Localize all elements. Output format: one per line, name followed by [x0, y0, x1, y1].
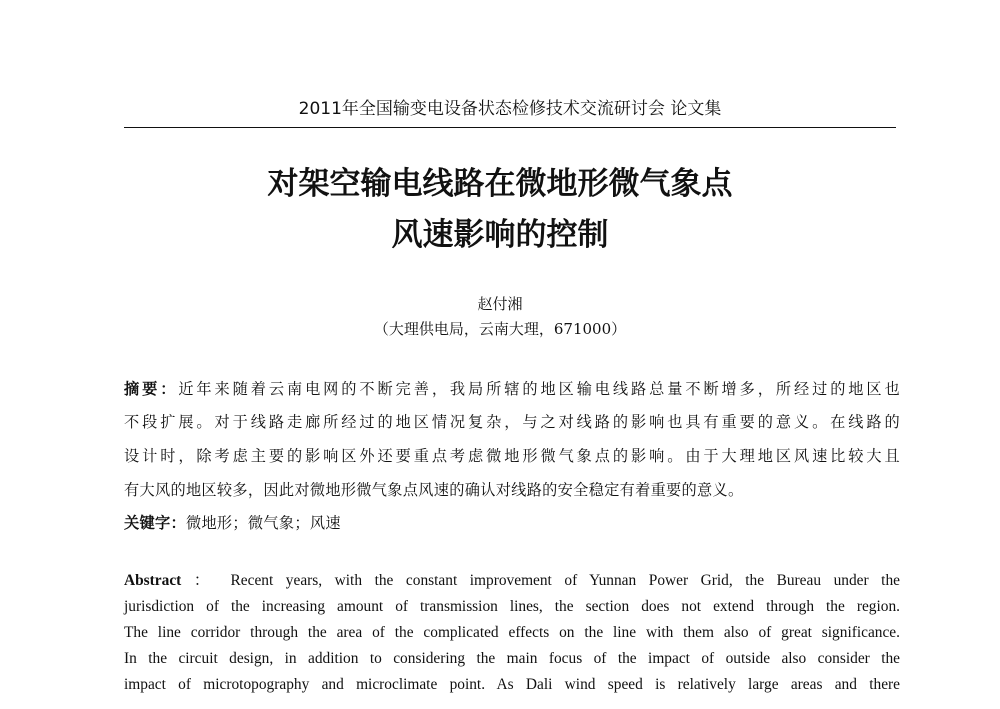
- abstract-cn-line-1: [124, 379, 900, 399]
- abstract-en-line-3: The line corridor through the area of the complicated effects on the line with them also of great significance.: [124, 624, 900, 641]
- abstract-en-label: Abstract: [124, 572, 182, 589]
- keywords-label: 关键字：: [124, 514, 186, 532]
- paper-title-line-2: 风速影响的控制: [391, 217, 609, 253]
- abstract-cn-label: 摘要：: [124, 380, 179, 398]
- abstract-cn-text: 近年来随着云南电网的不断完善，我局所辖的地区输电线路总量不断增多，所经过的地区也: [178, 380, 900, 398]
- header-rule: [124, 127, 896, 128]
- abstract-en-text: Recent years, with the constant improvement of Yunnan Power Grid, the Bureau under the: [230, 572, 900, 589]
- keywords-line: [124, 513, 900, 533]
- author-affiliation: （大理供电局，云南大理，671000）: [373, 320, 627, 338]
- keywords-value: 微地形；微气象；风速: [185, 514, 341, 532]
- abstract-en-line-4: In the circuit design, in addition to considering the main focus of the impact of outside also consider the: [124, 650, 900, 667]
- abstract-en-line-5: impact of microtopography and microclimate point. As Dali wind speed is relatively large areas and there: [124, 676, 900, 693]
- abstract-cn-line-2: 不段扩展。对于线路走廊所经过的地区情况复杂，与之对线路的影响也具有重要的意义。在线路的: [124, 413, 900, 431]
- abstract-en-line-2: jurisdiction of the increasing amount of transmission lines, the section does not extend through the region.: [124, 598, 900, 615]
- running-header: 2011年全国输变电设备状态检修技术交流研讨会 论文集: [298, 99, 722, 119]
- abstract-en-line-1: [124, 571, 900, 591]
- author-name: 赵付湘: [477, 295, 523, 313]
- abstract-en-separator: ：: [193, 572, 218, 589]
- abstract-cn-line-3: 设计时，除考虑主要的影响区外还要重点考虑微地形微气象点的影响。由于大理地区风速比较大且: [124, 447, 900, 465]
- abstract-cn-line-4: 有大风的地区较多，因此对微地形微气象点风速的确认对线路的安全稳定有着重要的意义。: [124, 481, 744, 499]
- paper-title-line-1: 对架空输电线路在微地形微气象点: [267, 166, 733, 202]
